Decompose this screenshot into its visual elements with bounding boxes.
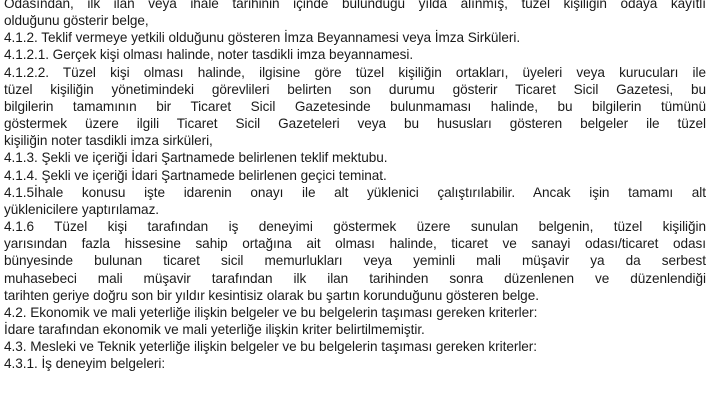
text-line: 4.3.1. İş deneyim belgeleri:: [4, 356, 166, 372]
text-line: bünyesinde bulunan ticaret sicil memurlukları veya yeminli mali müşavir ya da serbest: [4, 253, 706, 269]
text-line: yarısından fazla hissesine sahip ortağına ait olması halinde, ticaret ve sanayi odası/ticaret odası: [4, 236, 706, 252]
text-line: 4.1.2.1. Gerçek kişi olması halinde, noter tasdikli imza beyannamesi.: [4, 47, 414, 63]
text-line: göstermek üzere ilgili Ticaret Sicil Gazeteleri veya bu hususları gösteren belgeler ile tüzel: [4, 116, 706, 132]
text-line: 4.3. Mesleki ve Teknik yeterliğe ilişkin belgeler ve bu belgelerin taşıması gereken kriterler:: [4, 339, 538, 355]
text-line: 4.2. Ekonomik ve mali yeterliğe ilişkin belgeler ve bu belgelerin taşıması gereken kriterler:: [4, 304, 538, 320]
text-line: muhasebeci mali müşavir tarafından ilk ilan tarihinden sonra düzenlenen ve düzenlendiği: [4, 270, 706, 286]
text-line: 4.1.6 Tüzel kişi tarafından iş deneyimi göstermek üzere sunulan belgenin, tüzel kişiliğin: [4, 219, 706, 235]
text-line: 4.1.5İhale konusu işte idarenin onayı ile alt yüklenici çalıştırılabilir. Ancak işin tamamı alt: [4, 184, 706, 200]
text-line: bilgilerin tamamının bir Ticaret Sicil Gazetesinde bulunmaması halinde, bu bilgilerin tümünü: [4, 98, 706, 114]
text-line: tarihten geriye doğru son bir yıldır kesintisiz olarak bu şartın korunduğunu gösteren belge.: [4, 287, 539, 303]
text-line: 4.1.2.2. Tüzel kişi olması halinde, ilgisine göre tüzel kişiliğin ortakları, üyeleri veya kurucuları ile: [4, 64, 706, 80]
text-line: olduğunu gösterir belge,: [4, 13, 149, 29]
text-line: 4.1.4. Şekli ve içeriği İdari Şartnamede belirlenen geçici teminat.: [4, 167, 387, 183]
text-line: tüzel kişiliğin yönetimindeki görevlileri belirten son durumu gösterir Ticaret Sicil Gazetesi, bu: [4, 81, 706, 97]
text-line: 4.1.2. Teklif vermeye yetkili olduğunu gösteren İmza Beyannamesi veya İmza Sirküleri.: [4, 30, 521, 46]
text-line: yüklenicilere yaptırılamaz.: [4, 201, 160, 217]
text-line: İdare tarafından ekonomik ve mali yeterliğe ilişkin kriter belirtilmemiştir.: [4, 321, 425, 337]
text-line: kişiliğin noter tasdikli imza sirküleri,: [4, 133, 213, 149]
text-line: 4.1.3. Şekli ve içeriği İdari Şartnamede belirlenen teklif mektubu.: [4, 150, 388, 166]
text-line: Odasından, ilk ilan veya ihale tarihinin içinde bulunduğu yılda alınmış, tüzel kişiliğin odaya kayıtlı: [4, 0, 706, 11]
